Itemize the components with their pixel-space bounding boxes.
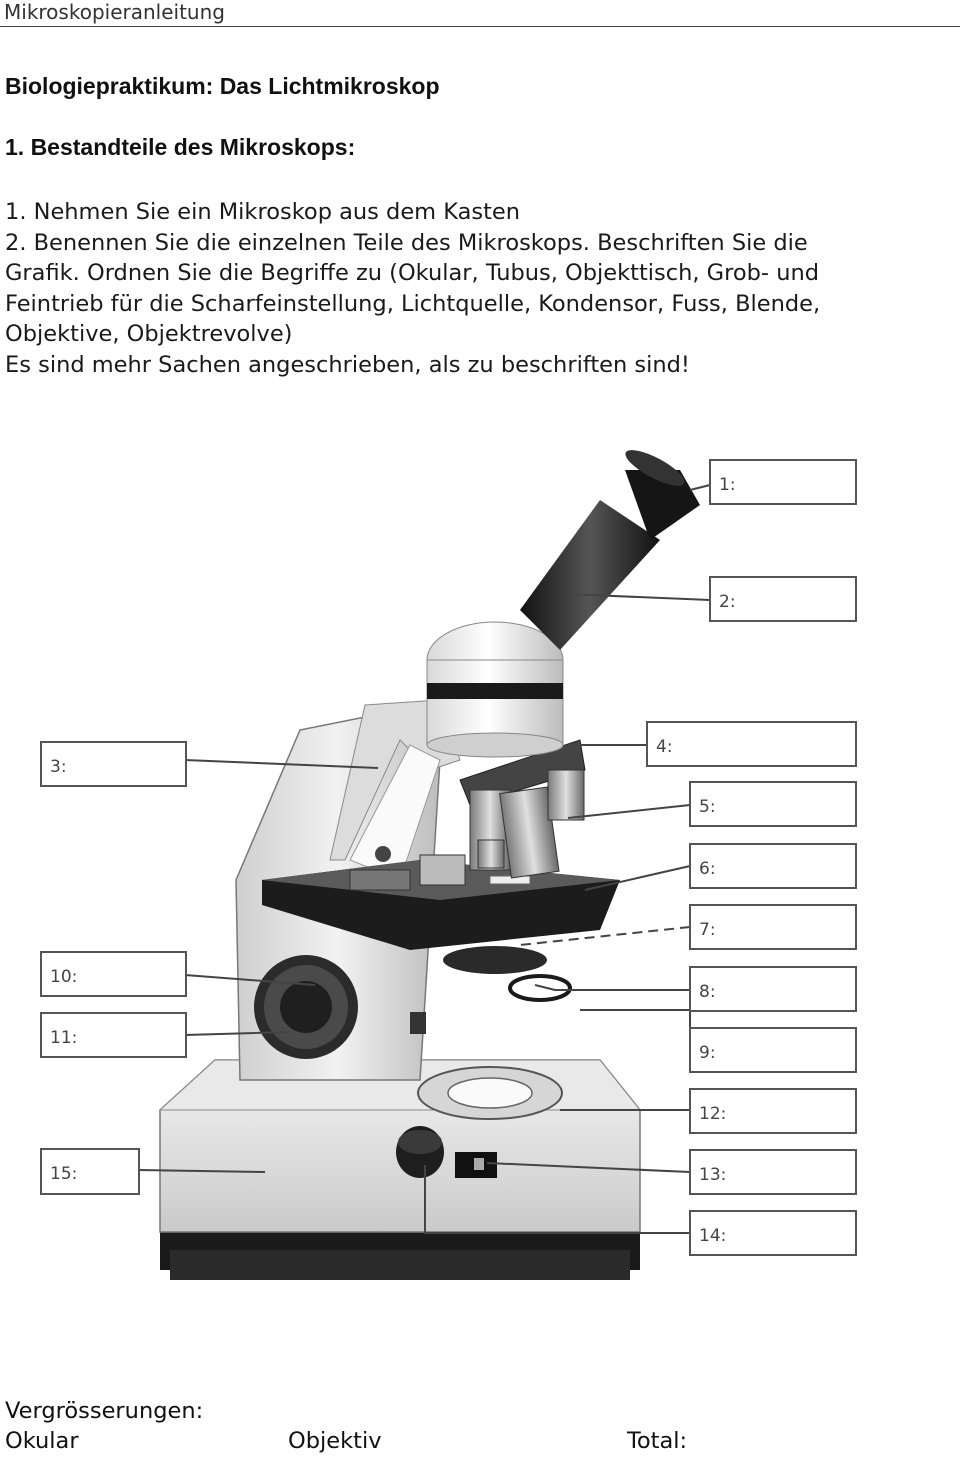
label-number: 10: (50, 967, 78, 987)
label-box-15[interactable] (40, 1148, 140, 1195)
instruction-line: Feintrieb für die Scharfeinstellung, Lichtquelle, Kondensor, Fuss, Blende, (5, 290, 821, 317)
label-box-10[interactable] (40, 951, 187, 997)
label-number: 13: (699, 1165, 727, 1185)
label-box-2[interactable] (709, 576, 857, 622)
label-box-1[interactable] (709, 459, 857, 505)
instruction-line: 2. Benennen Sie die einzelnen Teile des Mikroskops. Beschriften Sie die (5, 229, 808, 256)
label-number: 12: (699, 1104, 727, 1124)
label-box-4[interactable] (646, 721, 857, 767)
label-box-8[interactable] (689, 966, 857, 1012)
section-heading: 1. Bestandteile des Mikroskops: (5, 134, 356, 160)
instruction-line: 1. Nehmen Sie ein Mikroskop aus dem Kasten (5, 199, 521, 225)
label-number: 15: (50, 1164, 78, 1184)
label-number: 1: (719, 475, 736, 495)
label-box-11[interactable] (40, 1012, 187, 1058)
running-header: Mikroskopieranleitung (4, 0, 225, 24)
label-number: 5: (699, 797, 716, 817)
label-number: 4: (656, 737, 673, 757)
microscope-base (160, 1060, 640, 1280)
label-box-13[interactable] (689, 1149, 857, 1195)
microscope-head (427, 444, 700, 757)
instruction-line: Objektive, Objektrevolve) (5, 321, 293, 347)
total-label: Total: (627, 1428, 688, 1454)
label-box-14[interactable] (689, 1210, 857, 1256)
objektiv-label: Objektiv (288, 1428, 382, 1454)
document-title: Biologiepraktikum: Das Lichtmikroskop (5, 73, 440, 99)
header-divider (0, 26, 960, 27)
label-number: 9: (699, 1043, 716, 1063)
label-number: 7: (699, 920, 716, 940)
instructions (5, 197, 955, 380)
label-number: 2: (719, 592, 736, 612)
okular-label: Okular (5, 1428, 79, 1454)
label-box-7[interactable] (689, 904, 857, 950)
label-number: 14: (699, 1226, 727, 1246)
label-box-6[interactable] (689, 843, 857, 889)
instruction-line: Es sind mehr Sachen angeschrieben, als zu beschriften sind! (5, 351, 690, 378)
label-number: 3: (50, 757, 67, 777)
label-box-3[interactable] (40, 741, 187, 787)
instruction-line: Grafik. Ordnen Sie die Begriffe zu (Okular, Tubus, Objekttisch, Grob- und (5, 260, 819, 286)
label-number: 8: (699, 982, 716, 1002)
label-box-12[interactable] (689, 1088, 857, 1134)
magnification-heading: Vergrösserungen: (5, 1398, 204, 1424)
objective-revolver (460, 740, 585, 878)
label-number: 6: (699, 859, 716, 879)
label-box-5[interactable] (689, 781, 857, 827)
label-box-9[interactable] (689, 1027, 857, 1073)
label-number: 11: (50, 1028, 78, 1048)
